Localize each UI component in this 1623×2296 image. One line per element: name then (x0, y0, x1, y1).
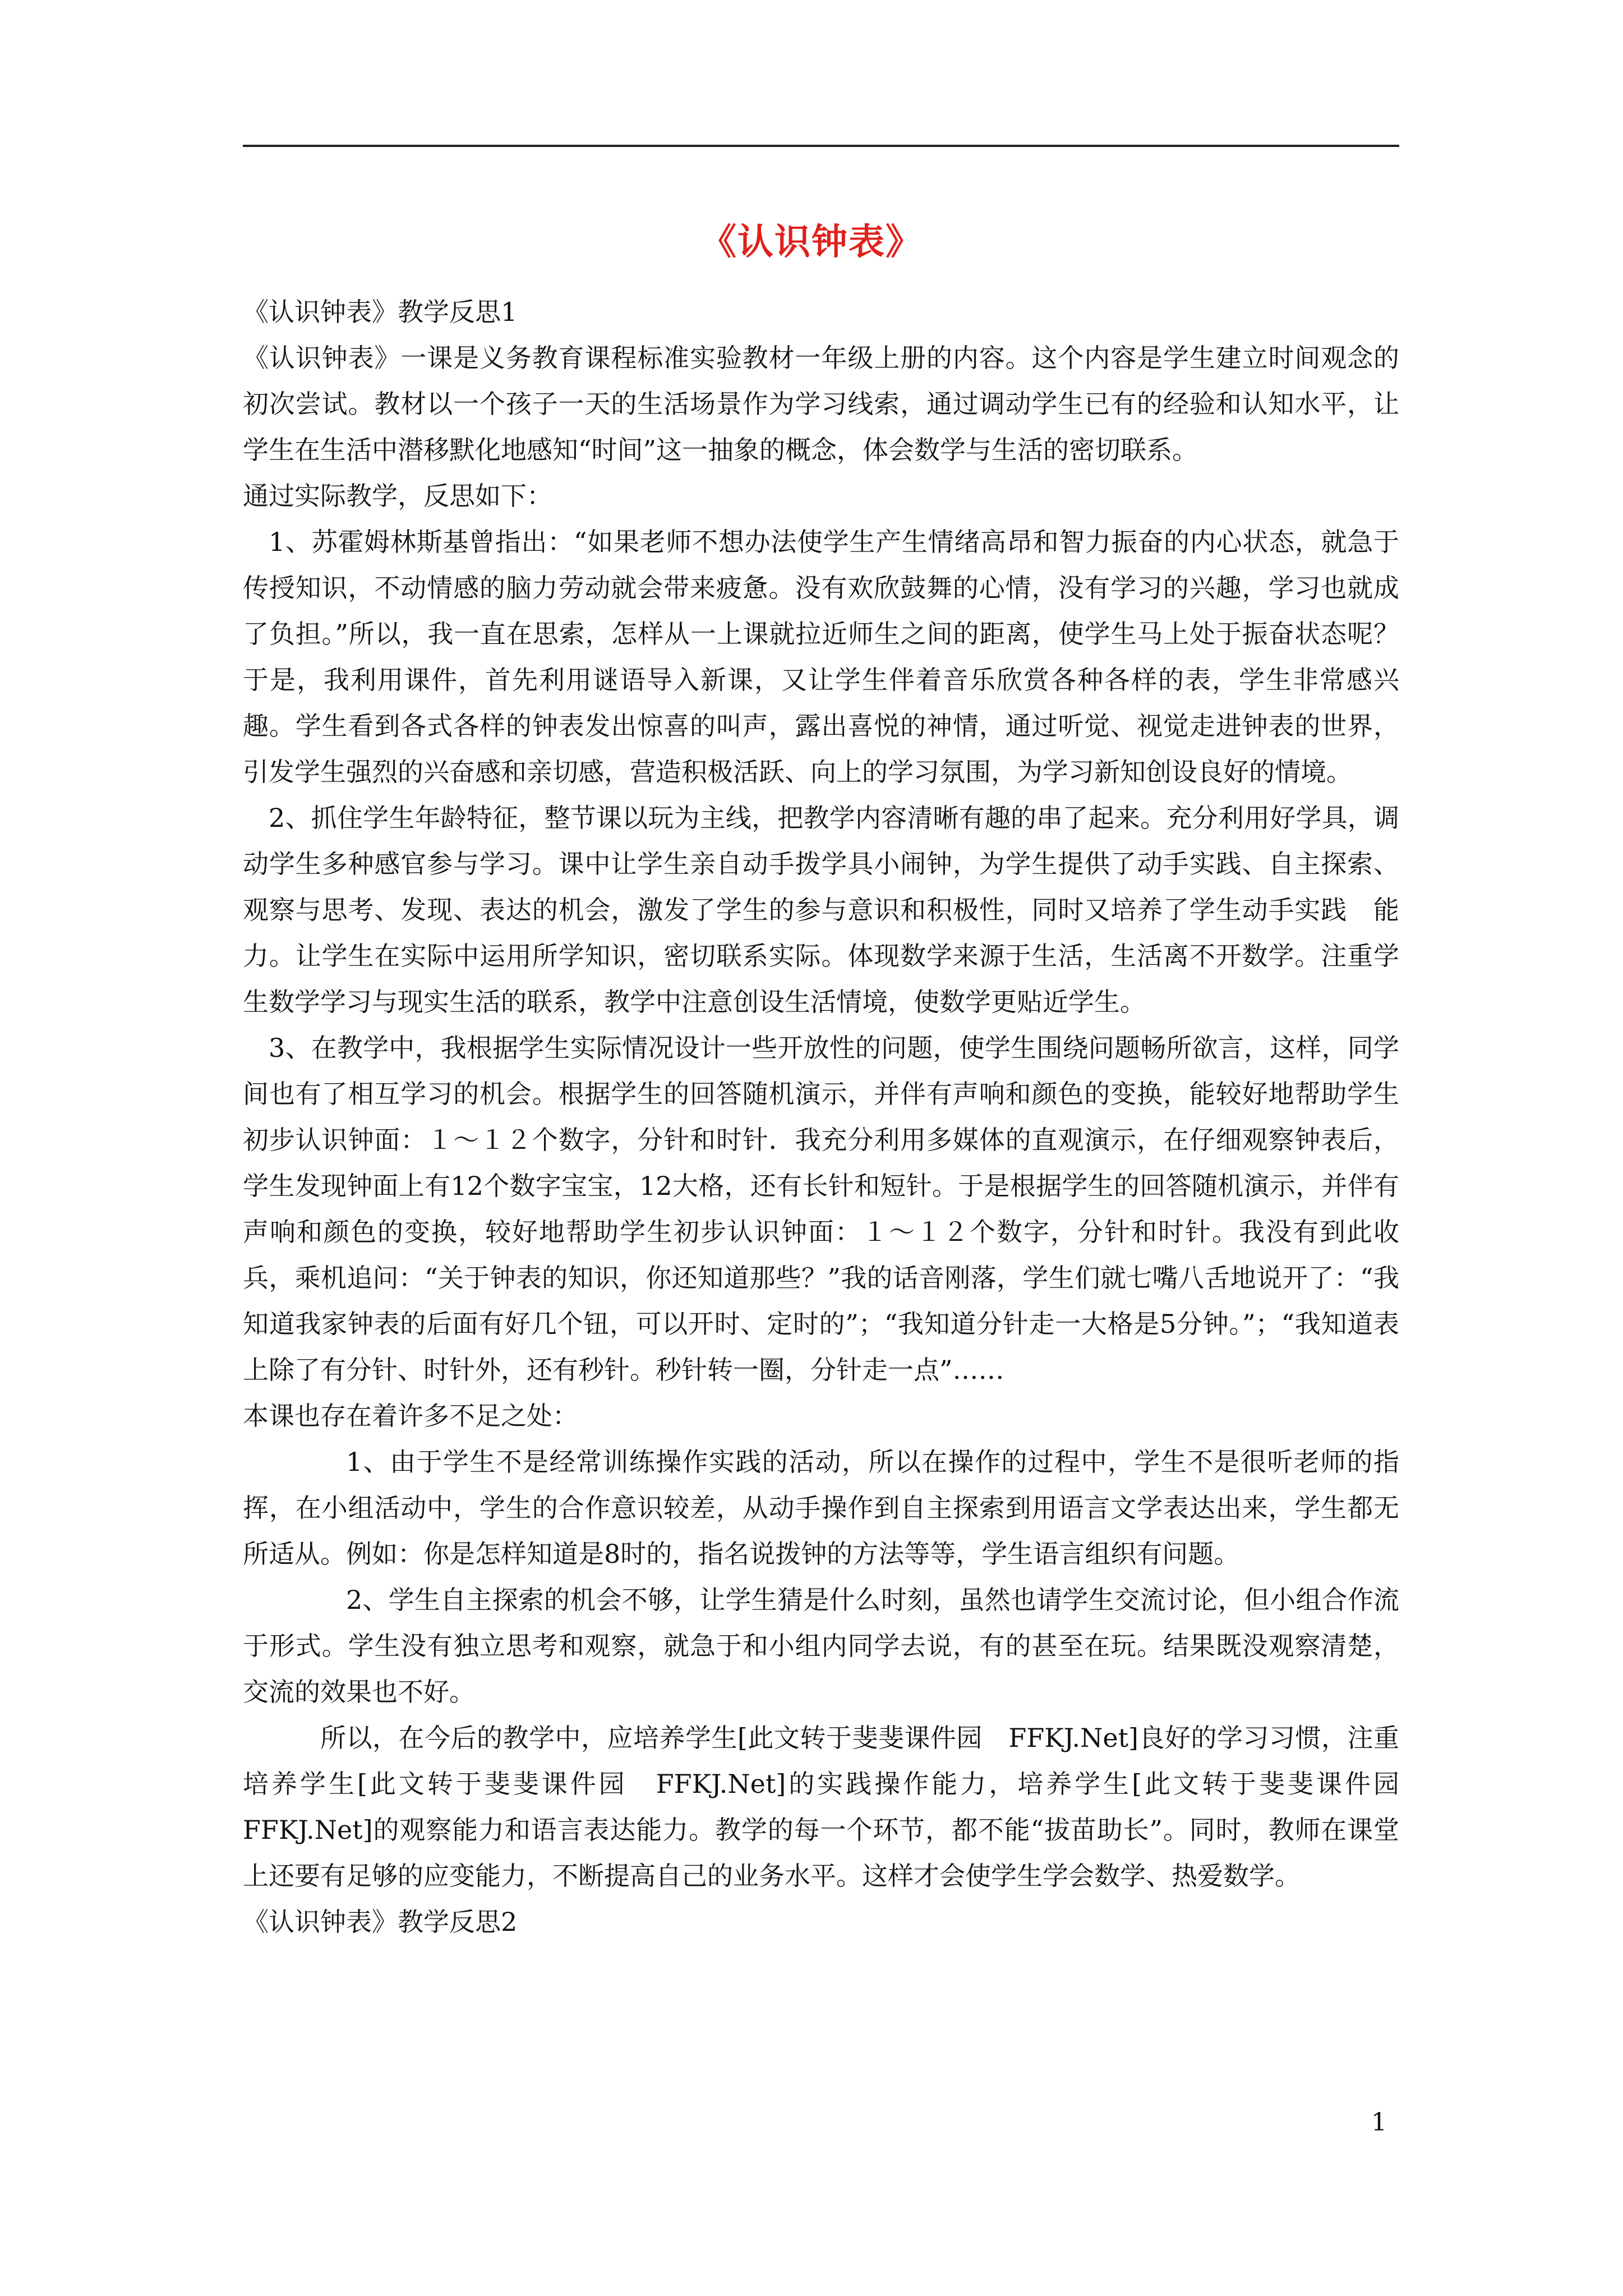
conclusion-paragraph: 所以，在今后的教学中，应培养学生[此文转于斐斐课件园 FFKJ.Net]良好的学习习惯，注重培养学生[此文转于斐斐课件园 FFKJ.Net]的实践操作能力，培养学生[此文转于斐斐课件园 FFKJ.Net]的观察能力和语言表达能力。教学的每一个环节，都不能“拔苗助长”。同时，教师在课堂上还要有足够的应变能力，不断提高自己的业务水平。这样才会使学生学会数学、热爱数学。 (243, 1723, 1425, 1891)
reflection-point-3: 3、在教学中，我根据学生实际情况设计一些开放性的问题，使学生围绕问题畅所欲言，这样，同学间也有了相互学习的机会。根据学生的回答随机演示，并伴有声响和颜色的变换，能较好地帮助学生初步认识钟面：１～１２个数字，分针和时针．我充分利用多媒体的直观演示，在仔细观察钟表后，学生发现钟面上有12个数字宝宝，12大格，还有长针和短针。于是根据学生的回答随机演示，并伴有声响和颜色的变换，较好地帮助学生初步认识钟面：１～１２个数字，分针和时针。我没有到此收兵，乘机追问：“关于钟表的知识，你还知道那些？”我的话音刚落，学生们就七嘴八舌地说开了：“我知道我家钟表的后面有好几个钮，可以开时、定时的”；“我知道分针走一大格是5分钟。”；“我知道表上除了有分针、时针外，还有秒针。秒针转一圈，分针走一点”…… (243, 1033, 1399, 1385)
shortcoming-1: 1、由于学生不是经常训练操作实践的活动，所以在操作的过程中，学生不是很听老师的指挥，在小组活动中，学生的合作意识较差，从动手操作到自主探索到用语言文学表达出来，学生都无所适从。例如：你是怎样知道是8时的，指名说拨钟的方法等等，学生语言组织有问题。 (243, 1447, 1399, 1569)
intro-paragraph: 《认识钟表》一课是义务教育课程标准实验教材一年级上册的内容。这个内容是学生建立时间观念的初次尝试。教材以一个孩子一天的生活场景作为学习线索，通过调动学生已有的经验和认知水平，让学生在生活中潜移默化地感知“时间”这一抽象的概念，体会数学与生活的密切联系。 (243, 343, 1399, 465)
document-title: 《认识钟表》 (700, 221, 923, 263)
reflection-point-1: 1、苏霍姆林斯基曾指出：“如果老师不想办法使学生产生情绪高昂和智力振奋的内心状态，就急于传授知识，不动情感的脑力劳动就会带来疲惫。没有欢欣鼓舞的心情，没有学习的兴趣，学习也就成了负担。”所以，我一直在思索，怎样从一上课就拉近师生之间的距离，使学生马上处于振奋状态呢？于是，我利用课件，首先利用谜语导入新课，又让学生伴着音乐欣赏各种各样的表，学生非常感兴趣。学生看到各式各样的钟表发出惊喜的叫声，露出喜悦的神情，通过听觉、视觉走进钟表的世界，引发学生强烈的兴奋感和亲切感，营造积极活跃、向上的学习氛围，为学习新知创设良好的情境。 (243, 527, 1399, 787)
document-body (243, 289, 1425, 1945)
reflection-point-2: 2、抓住学生年龄特征，整节课以玩为主线，把教学内容清晰有趣的串了起来。充分利用好学具，调动学生多种感官参与学习。课中让学生亲自动手拨学具小闹钟，为学生提供了动手实践、自主探索、观察与思考、发现、表达的机会，激发了学生的参与意识和积极性，同时又培养了学生动手实践 能力。让学生在实际中运用所学知识，密切联系实际。体现数学来源于生活，生活离不开数学。注重学生数学学习与现实生活的联系，教学中注意创设生活情境，使数学更贴近学生。 (243, 803, 1399, 1017)
shortcomings-lead: 本课也存在着许多不足之处： (243, 1401, 578, 1431)
section-heading-1: 《认识钟表》教学反思1 (243, 297, 518, 327)
page-number: 1 (1371, 2108, 1387, 2137)
header-rule (243, 145, 1399, 147)
reflection-lead: 通过实际教学，反思如下： (243, 481, 552, 511)
shortcoming-2: 2、学生自主探索的机会不够，让学生猜是什么时刻，虽然也请学生交流讨论，但小组合作流于形式。学生没有独立思考和观察，就急于和小组内同学去说，有的甚至在玩。结果既没观察清楚，交流的效果也不好。 (243, 1585, 1399, 1707)
section-heading-2: 《认识钟表》教学反思2 (243, 1907, 518, 1937)
